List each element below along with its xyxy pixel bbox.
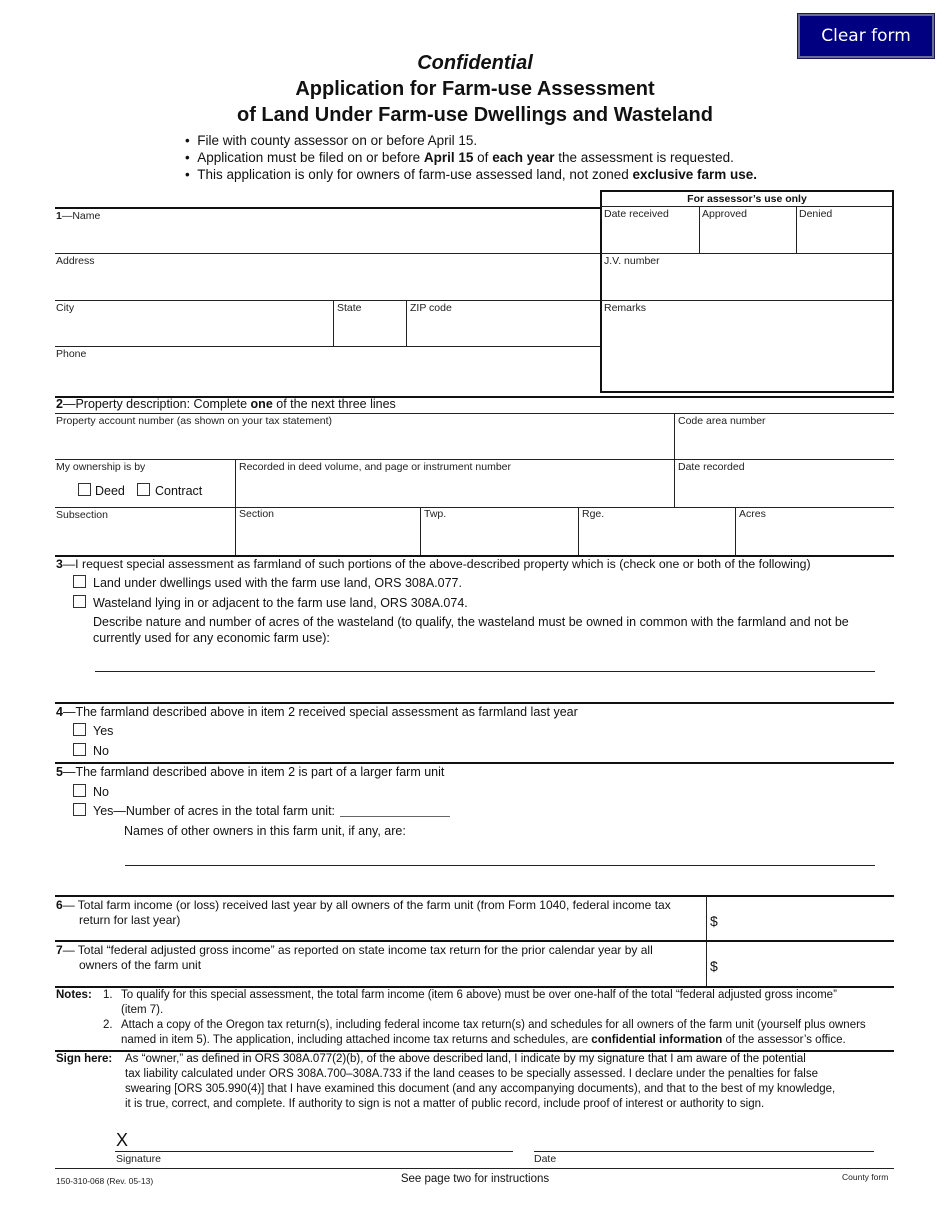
divider xyxy=(735,507,736,555)
section-4-number: 4 xyxy=(56,705,63,719)
bullet-3-bold: exclusive farm use. xyxy=(632,167,758,182)
section-2-heading-post: of the next three lines xyxy=(272,397,396,411)
section-3-number: 3 xyxy=(56,557,63,571)
name-label-text: —Name xyxy=(61,210,101,222)
zip-label: ZIP code xyxy=(410,302,452,314)
larger-farm-no-label: No xyxy=(93,785,109,799)
section-1-number: 1 xyxy=(56,210,62,222)
larger-farm-no-checkbox[interactable] xyxy=(73,784,86,797)
section-7-line2: owners of the farm unit xyxy=(79,958,202,972)
signature-label: Signature xyxy=(116,1153,161,1165)
total-acres-line xyxy=(340,816,450,817)
subsection-field[interactable] xyxy=(56,522,233,553)
section-2-number: 2 xyxy=(56,397,63,411)
declaration-line3: swearing [ORS 305.990(4)] that I have examined this document (and any accompanying documents), and that to the best of my knowledge, xyxy=(125,1083,836,1095)
divider xyxy=(578,507,579,555)
section-5-number: 5 xyxy=(56,765,63,779)
date-received-field[interactable] xyxy=(602,220,698,252)
larger-farm-yes-checkbox[interactable] xyxy=(73,803,86,816)
wasteland-checkbox[interactable] xyxy=(73,595,86,608)
denied-label: Denied xyxy=(799,208,833,220)
recorded-in-field[interactable] xyxy=(237,474,672,505)
signature-date-field[interactable] xyxy=(534,1128,874,1150)
section-2-heading xyxy=(56,397,396,411)
section-label: Section xyxy=(239,508,275,520)
footer-rule xyxy=(55,1168,894,1169)
section-7-number: 7 xyxy=(56,943,63,957)
divider xyxy=(55,459,894,460)
section-7-top-rule xyxy=(55,940,894,942)
divider xyxy=(601,206,893,207)
divider xyxy=(55,253,600,254)
section-3-heading-text: —I request special assessment as farmland of such portions of the above-described property which is (check one or both of the following) xyxy=(62,557,811,571)
special-assessment-no-checkbox[interactable] xyxy=(73,743,86,756)
subsection-label: Subsection xyxy=(56,509,108,521)
twp-label: Twp. xyxy=(424,508,447,520)
section-4-heading-text: —The farmland described above in item 2 received special assessment as farmland last year xyxy=(62,705,578,719)
deed-checkbox[interactable] xyxy=(78,483,91,496)
total-acres-field[interactable] xyxy=(340,802,450,816)
contract-label: Contract xyxy=(155,484,203,498)
state-label: State xyxy=(337,302,362,314)
city-label: City xyxy=(56,302,75,314)
note-2-number: 2. xyxy=(103,1019,113,1031)
phone-label: Phone xyxy=(56,348,87,360)
section-4-top-rule xyxy=(55,702,894,704)
bullet-dot-icon: • xyxy=(185,167,190,182)
ownership-label: My ownership is by xyxy=(56,461,146,473)
agi-dollar-sign: $ xyxy=(710,958,718,974)
note-1-number: 1. xyxy=(103,989,113,1001)
form-title-line1: Application for Farm-use Assessment xyxy=(295,78,655,100)
section-5-heading-text: —The farmland described above in item 2 is part of a larger farm unit xyxy=(62,765,445,779)
divider xyxy=(674,413,675,507)
signature-field[interactable] xyxy=(135,1128,513,1150)
wasteland-label: Wasteland lying in or adjacent to the farm use land, ORS 308A.074. xyxy=(93,596,468,610)
signature-line xyxy=(115,1151,513,1152)
code-area-label: Code area number xyxy=(678,415,766,427)
declaration-line4: it is true, correct, and complete. If authority to sign is not a matter of public record, include proof of interest or authority to sign. xyxy=(125,1098,765,1110)
bullet-3 xyxy=(185,167,757,182)
farm-income-field[interactable] xyxy=(724,900,892,938)
describe-line2: currently used for any economic farm use): xyxy=(93,631,330,645)
land-under-dwellings-checkbox[interactable] xyxy=(73,575,86,588)
state-field[interactable] xyxy=(335,315,405,345)
bullet-2-mid: of xyxy=(473,150,493,165)
county-form-label: County form xyxy=(842,1172,889,1182)
section-4-heading xyxy=(56,705,578,719)
jv-number-label: J.V. number xyxy=(604,255,660,267)
assessor-box-title: For assessor’s use only xyxy=(687,193,807,205)
bullet-dot-icon: • xyxy=(185,150,190,165)
bullet-2-bold1: April 15 xyxy=(423,150,474,165)
acres-field[interactable] xyxy=(737,522,892,553)
note-2-line2-pre: named in item 5). The application, including attached income tax returns and schedules, are xyxy=(121,1034,592,1046)
divider xyxy=(601,300,893,301)
address-field[interactable] xyxy=(56,268,598,299)
larger-farm-yes-label: Yes—Number of acres in the total farm unit: xyxy=(93,804,336,818)
date-recorded-label: Date recorded xyxy=(678,461,745,473)
section-6-top-rule xyxy=(55,895,894,897)
zip-field[interactable] xyxy=(408,315,598,345)
approved-field[interactable] xyxy=(700,220,795,252)
bullet-2 xyxy=(185,150,734,165)
approved-label: Approved xyxy=(702,208,747,220)
remarks-label: Remarks xyxy=(604,302,647,314)
twp-field[interactable] xyxy=(422,522,576,553)
note-2-line1: Attach a copy of the Oregon tax return(s), including federal income tax return(s) and schedules for all owners of the farm unit (yourself plus owners xyxy=(121,1019,866,1031)
confidential-heading: Confidential xyxy=(417,52,533,74)
denied-field[interactable] xyxy=(797,220,892,252)
bullet-2-bold2: each year xyxy=(492,150,555,165)
recorded-in-label: Recorded in deed volume, and page or instrument number xyxy=(239,461,511,473)
section-field[interactable] xyxy=(237,522,418,553)
section-5-top-rule xyxy=(55,762,894,764)
clear-form-button[interactable]: Clear form xyxy=(798,14,934,58)
sign-here-label: Sign here: xyxy=(56,1053,113,1065)
wasteland-description-line xyxy=(95,671,875,672)
date-label: Date xyxy=(534,1153,557,1165)
see-page-two: See page two for instructions xyxy=(400,1173,550,1185)
phone-field[interactable] xyxy=(56,361,598,391)
other-owners-line xyxy=(125,865,875,866)
divider xyxy=(333,300,334,346)
bullet-1 xyxy=(185,133,477,148)
wasteland-description-field[interactable] xyxy=(95,648,875,670)
notes-label: Notes: xyxy=(56,989,92,1001)
section-6-line1 xyxy=(56,898,671,912)
divider xyxy=(55,413,894,414)
property-account-field[interactable] xyxy=(56,428,672,458)
describe-line1: Describe nature and number of acres of the wasteland (to qualify, the wasteland must be owned in common with the farmland and not be xyxy=(93,615,849,629)
divider xyxy=(55,507,894,508)
rge-field[interactable] xyxy=(580,522,733,553)
section-7-line1 xyxy=(56,943,653,957)
divider xyxy=(406,300,407,346)
bullet-2-pre: Application must be filed on or before xyxy=(197,150,424,165)
special-assessment-yes-checkbox[interactable] xyxy=(73,723,86,736)
divider xyxy=(601,253,893,254)
section-6-line1-text: — Total farm income (or loss) received last year by all owners of the farm unit (from Form 1040, federal income tax xyxy=(62,898,671,912)
bullet-2-post: the assessment is requested. xyxy=(554,150,734,165)
other-owners-field[interactable] xyxy=(125,842,875,864)
property-account-label: Property account number (as shown on your tax statement) xyxy=(56,415,333,427)
note-2-line2 xyxy=(121,1034,846,1046)
bullet-3-pre: This application is only for owners of farm-use assessed land, not zoned xyxy=(197,167,633,182)
declaration-line1: As “owner,” as defined in ORS 308A.077(2)(b), of the above described land, I indicate by my signature that I am aware of the potential xyxy=(125,1053,806,1065)
section-5-heading xyxy=(56,765,444,779)
date-recorded-field[interactable] xyxy=(676,474,892,505)
form-title-line2: of Land Under Farm-use Dwellings and Wasteland xyxy=(237,104,713,126)
divider xyxy=(55,300,600,301)
rge-label: Rge. xyxy=(582,508,605,520)
note-1-line1: To qualify for this special assessment, the total farm income (item 6 above) must be over one-half of the total “federal adjusted gross income” xyxy=(121,989,837,1001)
date-line xyxy=(534,1151,874,1152)
sign-top-rule xyxy=(55,1050,894,1052)
address-label: Address xyxy=(56,255,95,267)
bullet-dot-icon: • xyxy=(185,133,190,148)
farm-income-dollar-sign: $ xyxy=(710,913,718,929)
form-number: 150-310-068 (Rev. 05-13) xyxy=(56,1176,154,1186)
remarks-field[interactable] xyxy=(602,314,892,390)
note-2-line2-bold: confidential information xyxy=(591,1034,723,1046)
divider xyxy=(55,346,600,347)
bullet-1-text: File with county assessor on or before April 15. xyxy=(197,133,478,148)
note-2-line2-post: of the assessor’s office. xyxy=(722,1034,846,1046)
contract-checkbox[interactable] xyxy=(137,483,150,496)
signature-x-mark: X xyxy=(116,1130,129,1150)
section-6-number: 6 xyxy=(56,898,63,912)
section-2-heading-bold: one xyxy=(250,397,273,411)
acres-label: Acres xyxy=(739,508,766,520)
divider xyxy=(420,507,421,555)
notes-top-rule xyxy=(55,986,894,988)
declaration-line2: tax liability calculated under ORS 308A.700–308A.733 if the land ceases to be specially assessed. I declare under the penalties for false xyxy=(125,1068,818,1080)
section-3-heading xyxy=(56,557,811,571)
section-7-line1-text: — Total “federal adjusted gross income” as reported on state income tax return for the prior calendar year by all xyxy=(62,943,653,957)
note-1-line2: (item 7). xyxy=(121,1004,164,1016)
land-under-dwellings-label: Land under dwellings used with the farm use land, ORS 308A.077. xyxy=(93,576,462,590)
special-assessment-no-label: No xyxy=(93,744,109,758)
section-1-top-rule xyxy=(55,207,600,209)
federal-agi-field[interactable] xyxy=(724,945,892,983)
name-label xyxy=(56,210,100,222)
special-assessment-yes-label: Yes xyxy=(93,724,114,738)
date-received-label: Date received xyxy=(604,208,669,220)
deed-label: Deed xyxy=(95,484,125,498)
city-field[interactable] xyxy=(56,315,331,345)
code-area-field[interactable] xyxy=(676,428,892,458)
other-owners-label: Names of other owners in this farm unit, if any, are: xyxy=(124,824,406,838)
section-6-line2: return for last year) xyxy=(79,913,181,927)
section-2-heading-pre: —Property description: Complete xyxy=(62,397,251,411)
jv-number-field[interactable] xyxy=(602,267,892,299)
name-field[interactable] xyxy=(56,224,598,252)
